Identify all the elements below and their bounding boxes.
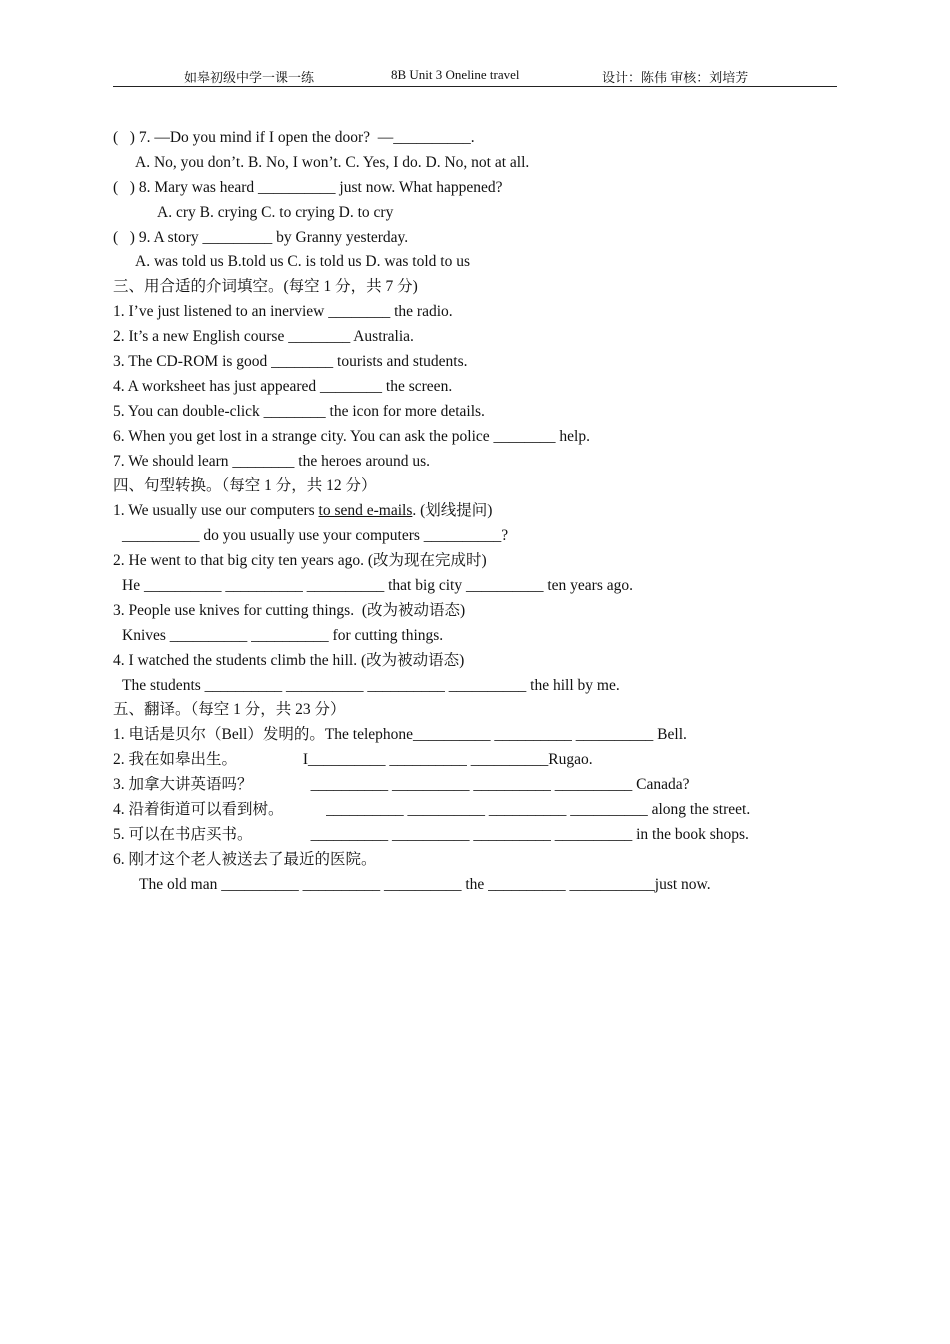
section-3-item: 7. We should learn ________ the heroes around us.	[113, 452, 431, 470]
page-header	[113, 66, 837, 87]
section-3-item: 1. I’ve just listened to an inerview ________ the radio.	[113, 303, 453, 321]
section-4-answer: Knives __________ __________ for cutting things.	[122, 626, 444, 644]
section-4-answer: __________ do you usually use your computers __________?	[122, 527, 509, 545]
section-5-item: 6. 刚才这个老人被送去了最近的医院。	[113, 850, 377, 868]
section-4-item: 2. He went to that big city ten years ago. (改为现在完成时)	[113, 552, 487, 570]
section-5-item: 5. 可以在书店买书。 __________ __________ __________ __________ in the book shops.	[113, 825, 749, 843]
question-7: ( ) 7. —Do you mind if I open the door? —__________.	[113, 129, 475, 146]
question-7-options: A. No, you don’t. B. No, I won’t. C. Yes, I do. D. No, not at all.	[135, 153, 530, 171]
section-3-item: 5. You can double-click ________ the icon for more details.	[113, 402, 485, 420]
section-3-item: 6. When you get lost in a strange city. You can ask the police ________ help.	[113, 427, 590, 445]
section-4-answer: The students __________ __________ __________ __________ the hill by me.	[122, 676, 620, 694]
section-3-title: 三、用合适的介词填空。(每空 1 分，共 7 分)	[113, 278, 418, 296]
s4-1-prefix: 1. We usually use our computers	[113, 502, 319, 520]
question-8: ( ) 8. Mary was heard __________ just now. What happened?	[113, 178, 503, 196]
section-4-item	[113, 499, 853, 524]
section-4-item: 4. I watched the students climb the hill. (改为被动语态)	[113, 651, 465, 669]
section-5-item: 4. 沿着街道可以看到树。 __________ __________ __________ __________ along the street.	[113, 801, 751, 819]
section-5-item: 1. 电话是贝尔（Bell）发明的。The telephone__________ __________ __________ Bell.	[113, 726, 687, 744]
section-5-item: 2. 我在如皋出生。 I__________ __________ __________Rugao.	[113, 751, 593, 769]
section-4-title: 四、句型转换。（每空 1 分，共 12 分）	[113, 477, 377, 495]
s4-1-suffix: . (划线提问)	[412, 502, 493, 520]
header-unit: 8B Unit 3 Oneline travel	[391, 67, 520, 82]
section-5-title: 五、翻译。（每空 1 分，共 23 分）	[113, 701, 346, 719]
section-3-item: 3. The CD-ROM is good ________ tourists and students.	[113, 353, 468, 371]
s4-1-underlined: to send e-mails	[318, 502, 413, 520]
section-4-item: 3. People use knives for cutting things. (改为被动语态)	[113, 601, 466, 619]
section-5-item: 3. 加拿大讲英语吗？ __________ __________ __________ __________ Canada?	[113, 776, 690, 794]
section-4-answer: He __________ __________ __________ that big city __________ ten years ago.	[122, 577, 634, 595]
section-3-item: 4. A worksheet has just appeared ________ the screen.	[113, 377, 453, 395]
section-3-item: 2. It’s a new English course ________ Australia.	[113, 328, 414, 346]
section-5-answer: The old man __________ __________ __________ the __________ ___________just now.	[139, 875, 711, 893]
worksheet-content	[113, 126, 853, 898]
question-9-options: A. was told us B.told us C. is told us D. was told to us	[135, 253, 470, 271]
header-credits: 设计：陈伟 审核：刘培芳	[602, 70, 749, 85]
header-school: 如皋初级中学一课一练	[184, 70, 315, 85]
question-9: ( ) 9. A story _________ by Granny yesterday.	[113, 228, 409, 246]
question-8-options: A. cry B. crying C. to crying D. to cry	[157, 203, 394, 221]
